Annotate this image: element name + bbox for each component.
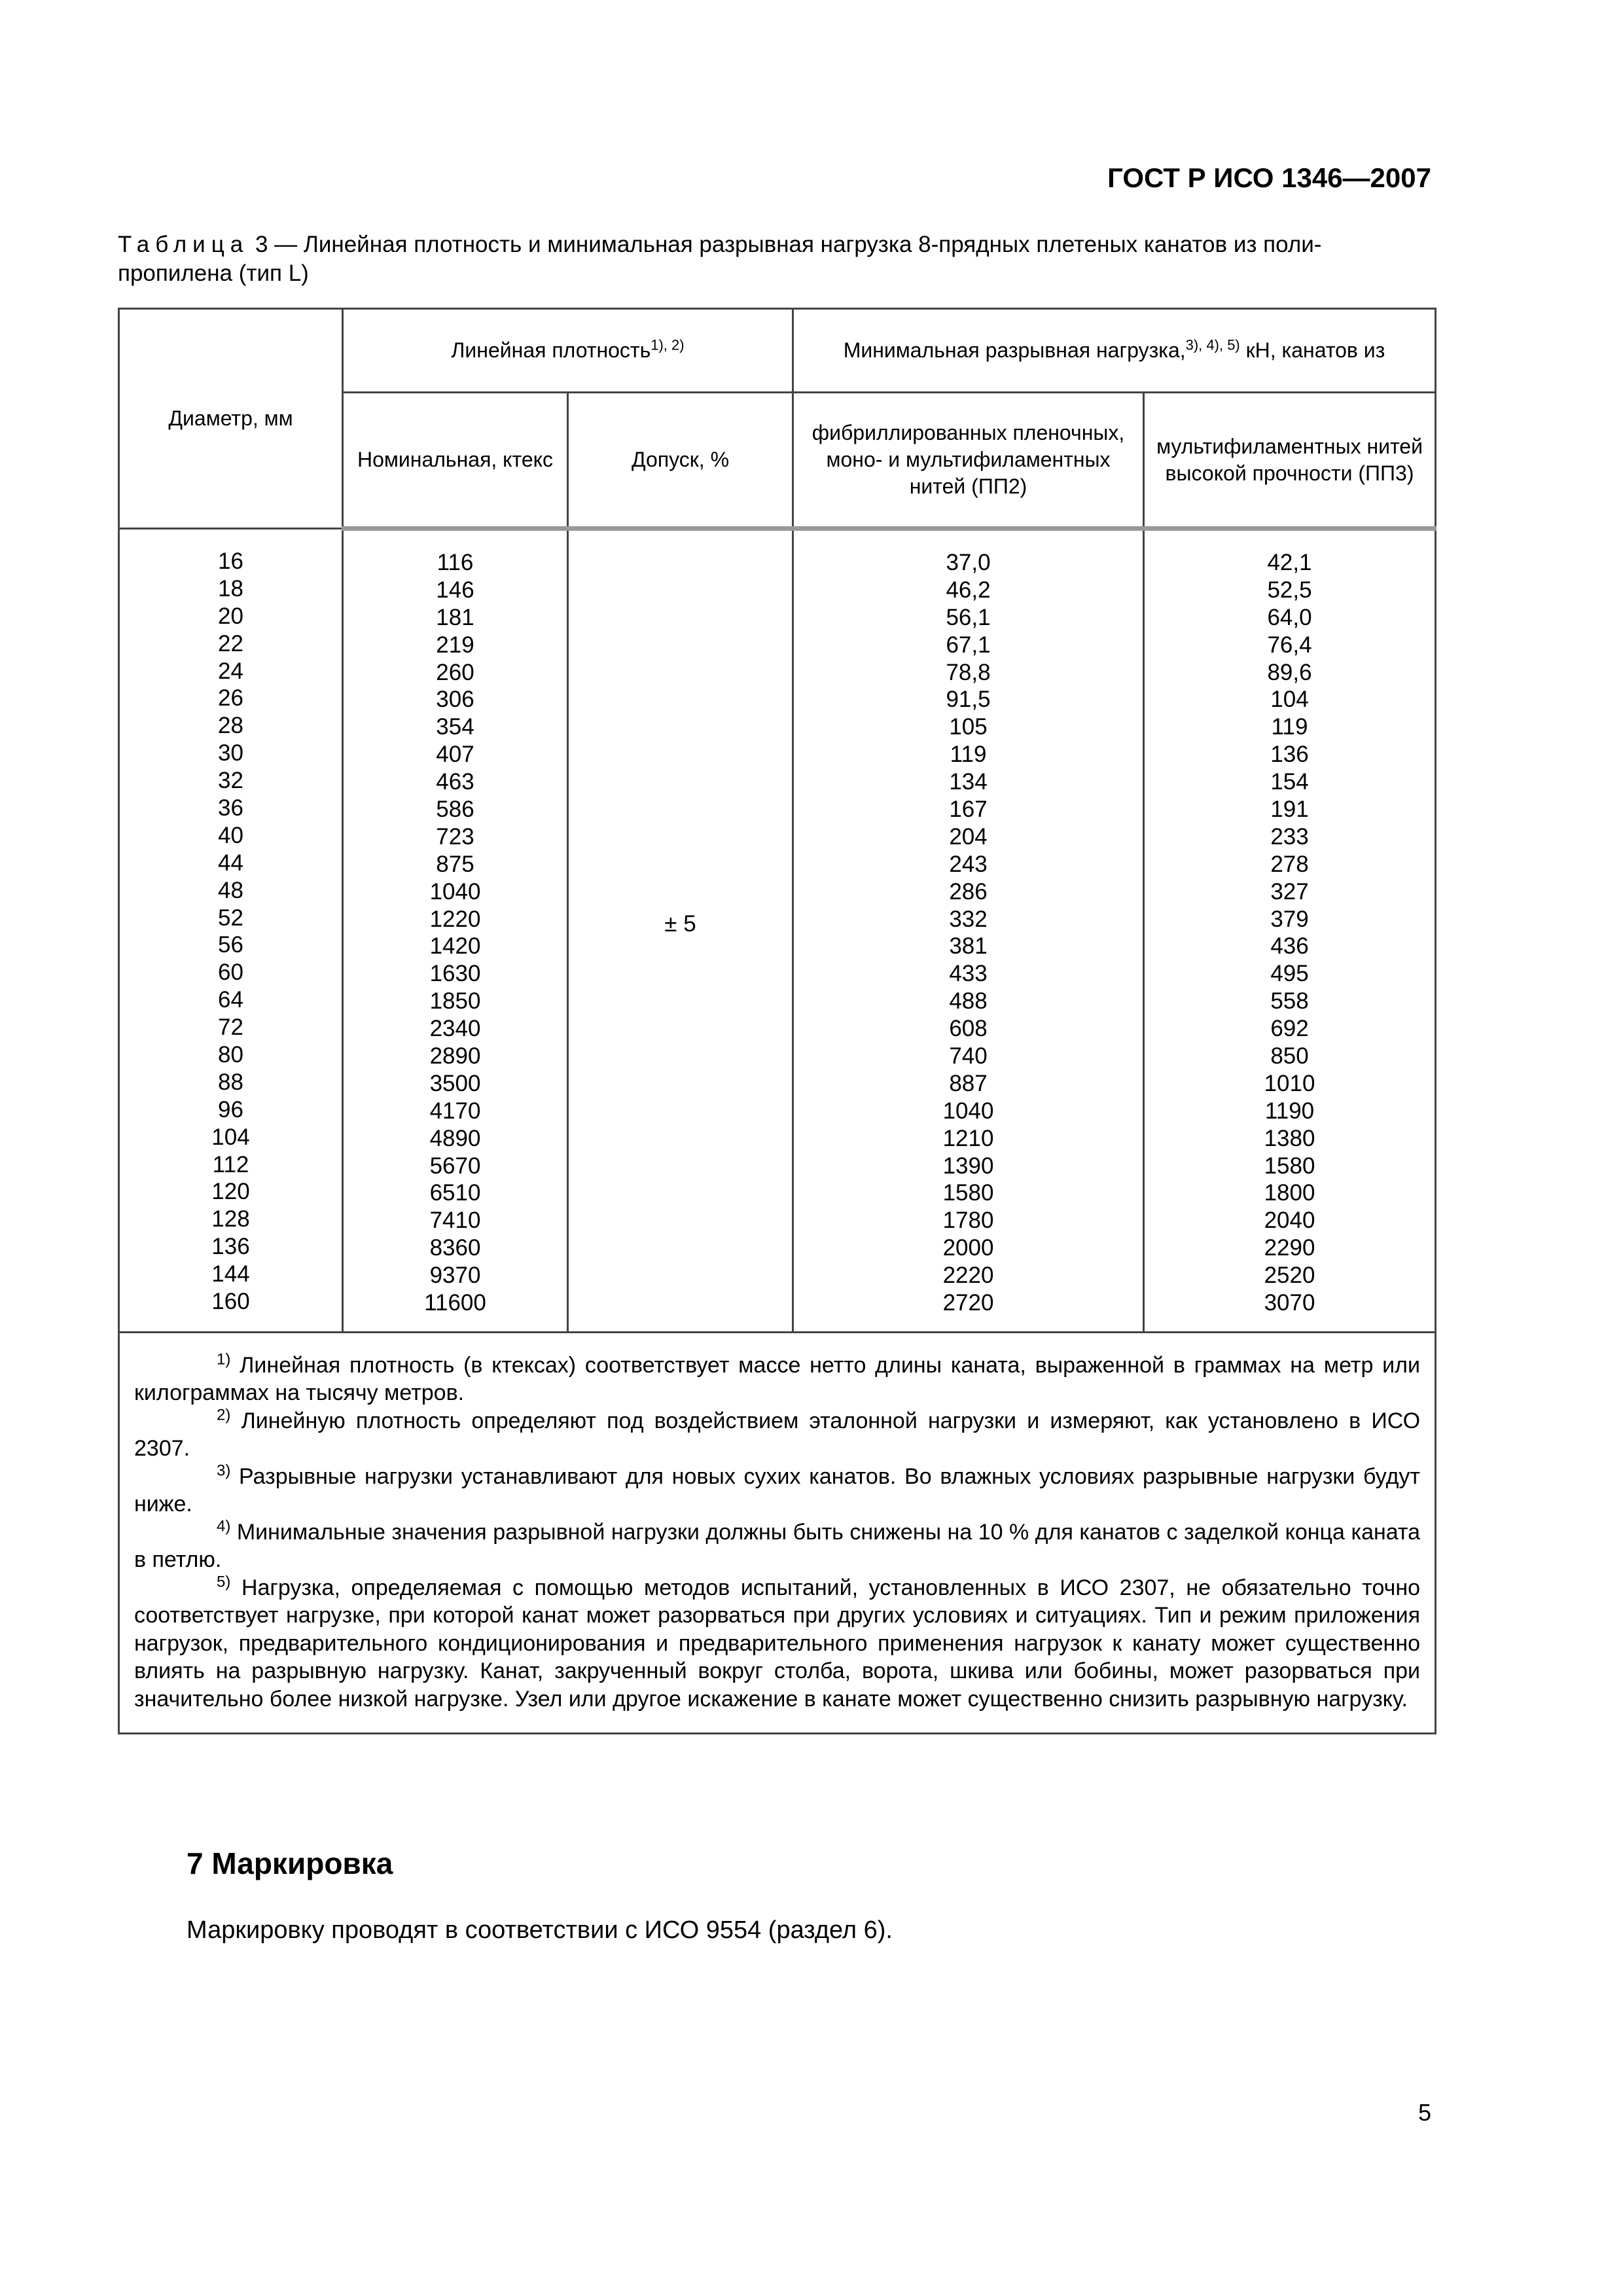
- table-cell-pp2: 37,0: [946, 550, 991, 575]
- table-cell-d: 56: [218, 932, 243, 958]
- table-cell-pp3: 1800: [1264, 1180, 1315, 1206]
- table-cell-pp2: 243: [949, 851, 988, 877]
- table-cell-d: 44: [218, 850, 243, 876]
- footnote-text: Разрывные нагрузки устанавливают для новых сухих канатов. Во влажных условиях разрывные нагрузки будут ниже.: [134, 1463, 1421, 1517]
- table-cell-d: 24: [218, 658, 243, 684]
- table-cell-pp2: 2000: [942, 1235, 994, 1261]
- table-cell-pp2: 105: [949, 714, 988, 740]
- table-cell-pp2: 67,1: [946, 632, 991, 658]
- footnote: [134, 1352, 1420, 1407]
- table-cell-pp2: 56,1: [946, 604, 991, 630]
- table-cell-d: 96: [218, 1096, 243, 1122]
- table-caption-text: 3 — Линейная плотность и минимальная разрывная нагрузка 8-прядных плетеных канатов из поли-пропилена (тип L): [118, 232, 1322, 286]
- page-number: 5: [1418, 2099, 1431, 2126]
- table-cell-nom: 260: [436, 659, 474, 685]
- header-min-breaking-load-refs: 3), 4), 5): [1185, 336, 1240, 353]
- table-cell-nom: 181: [436, 604, 474, 630]
- table-cell-pp2: 1390: [942, 1153, 994, 1179]
- table-cell-pp3: 3070: [1264, 1290, 1315, 1316]
- nominal-column: [343, 529, 568, 1333]
- table-cell-d: 160: [211, 1289, 250, 1315]
- table-cell-nom: 586: [436, 797, 474, 823]
- table-cell-pp3: 104: [1270, 687, 1309, 713]
- table-cell-pp2: 134: [949, 769, 988, 795]
- section-body: Маркировку проводят в соответствии с ИСО 9554 (раздел 6).: [187, 1916, 893, 1944]
- table-cell-pp3: 119: [1271, 714, 1308, 740]
- header-nominal: Номинальная, ктекс: [343, 393, 568, 529]
- table-cell-nom: 6510: [429, 1180, 481, 1206]
- table-cell-d: 64: [218, 987, 243, 1013]
- table-cell-nom: 1420: [429, 933, 481, 960]
- table-cell-pp3: 76,4: [1267, 632, 1312, 658]
- header-linear-density-label: Линейная плотность: [451, 338, 651, 362]
- table-cell-pp2: 204: [949, 823, 988, 850]
- table-cell-pp3: 2040: [1264, 1208, 1315, 1234]
- footnote-text: Линейную плотность определяют под воздействием эталонной нагрузки и измеряют, как установлено в ИСО 2307.: [134, 1408, 1421, 1462]
- table-cell-d: 18: [218, 575, 243, 601]
- table-cell-pp2: 91,5: [946, 687, 991, 713]
- header-pp2: фибриллированных пленочных, моно- и мультифиламентных нитей (ПП2): [793, 393, 1144, 529]
- table-cell-pp2: 78,8: [946, 659, 991, 685]
- table-cell-pp3: 850: [1270, 1043, 1309, 1069]
- table-cell-nom: 5670: [429, 1153, 481, 1179]
- table-cell-pp2: 608: [949, 1016, 988, 1042]
- table-notes: [119, 1332, 1436, 1734]
- pp2-column: [793, 529, 1144, 1333]
- table-cell-pp2: 2720: [942, 1290, 994, 1316]
- footnote-ref: 4): [217, 1517, 231, 1535]
- table-cell-nom: 146: [436, 577, 474, 603]
- pp3-column: [1144, 529, 1436, 1333]
- table-cell-pp2: 381: [949, 933, 988, 960]
- table-cell-d: 88: [218, 1069, 243, 1095]
- table-cell-d: 52: [218, 905, 243, 931]
- footnote-ref: 1): [217, 1350, 231, 1369]
- header-min-breaking-load: [793, 309, 1436, 393]
- table-cell-d: 20: [218, 603, 243, 629]
- table-cell-pp2: 2220: [942, 1263, 994, 1289]
- table-cell-pp3: 1010: [1264, 1070, 1315, 1096]
- table-cell-nom: 4890: [429, 1125, 481, 1151]
- footnote-text: Нагрузка, определяемая с помощью методов испытаний, установленных в ИСО 2307, не обязательно точно соответствует нагрузке, при которой канат может разорваться при других условиях и ситуациях. Тип и режим приложения нагрузок, предварительного кондиционирования и предварительного применения нагрузок к канату может существенно влиять на разрывную нагрузку. Канат, закрученный вокруг столба, ворота, шкива или бобины, может разорваться при значительно более низкой нагрузке. Узел или другое искажение в канате может существенно снизить разрывную нагрузку.: [134, 1575, 1421, 1712]
- table-cell-pp2: 332: [949, 906, 988, 932]
- table-cell-nom: 1850: [429, 988, 481, 1014]
- table-cell-nom: 875: [436, 851, 474, 877]
- table-cell-pp2: 167: [949, 797, 988, 823]
- table-cell-d: 28: [218, 713, 243, 739]
- table-cell-nom: 2340: [429, 1016, 481, 1042]
- table-cell-nom: 1040: [429, 878, 481, 905]
- table-cell-pp2: 1040: [942, 1098, 994, 1124]
- header-linear-density: [343, 309, 793, 393]
- table-cell-d: 80: [218, 1042, 243, 1068]
- table-cell-nom: 1630: [429, 961, 481, 987]
- table-cell-nom: 7410: [429, 1208, 481, 1234]
- table-cell-nom: 723: [436, 823, 474, 850]
- table-cell-d: 104: [211, 1124, 250, 1150]
- table-cell-d: 72: [218, 1014, 243, 1041]
- header-min-breaking-load-pre: Минимальная разрывная нагрузка,: [843, 338, 1186, 362]
- table-cell-d: 36: [218, 795, 243, 821]
- footnote-text: Линейная плотность (в ктексах) соответствует массе нетто длины каната, выраженной в граммах на метр или килограммах на тысячу метров.: [134, 1352, 1421, 1406]
- table-cell-pp3: 278: [1270, 851, 1309, 877]
- table-cell-pp3: 2290: [1264, 1235, 1315, 1261]
- table-cell-nom: 219: [436, 632, 474, 658]
- table-cell-d: 26: [218, 685, 243, 711]
- table-cell-d: 112: [212, 1151, 249, 1177]
- table-cell-nom: 9370: [429, 1263, 481, 1289]
- table-cell-d: 30: [218, 740, 243, 766]
- tolerance-value: ± 5: [568, 529, 793, 1333]
- table-cell-pp3: 89,6: [1267, 659, 1312, 685]
- footnote-ref: 2): [217, 1406, 231, 1424]
- header-tolerance: Допуск, %: [568, 393, 793, 529]
- table-cell-pp2: 433: [949, 961, 988, 987]
- table-cell-pp3: 692: [1270, 1016, 1309, 1042]
- table-cell-pp3: 42,1: [1267, 550, 1312, 575]
- table-cell-d: 128: [211, 1206, 250, 1232]
- table-caption: [118, 230, 1433, 288]
- table-cell-pp2: 1210: [942, 1125, 994, 1151]
- footnote: [134, 1574, 1420, 1713]
- table-cell-d: 144: [211, 1261, 250, 1287]
- table-cell-pp2: 286: [949, 878, 988, 905]
- table-cell-d: 32: [218, 768, 243, 794]
- footnote-ref: 5): [217, 1573, 231, 1591]
- diameter-column: [119, 529, 343, 1333]
- table-cell-pp3: 2520: [1264, 1263, 1315, 1289]
- table-cell-pp2: 740: [949, 1043, 988, 1069]
- header-diameter: [119, 309, 343, 529]
- data-table: [118, 308, 1436, 1734]
- table-cell-nom: 2890: [429, 1043, 481, 1069]
- table-cell-pp2: 119: [950, 742, 987, 768]
- table-cell-nom: 116: [437, 550, 474, 575]
- table-cell-nom: 1220: [429, 906, 481, 932]
- table-cell-nom: 11600: [424, 1290, 486, 1316]
- footnote-ref: 3): [217, 1462, 231, 1480]
- header-pp3: мультифиламентных нитей высокой прочности (ПП3): [1144, 393, 1436, 529]
- table-cell-d: 60: [218, 960, 243, 986]
- table-cell-pp3: 495: [1270, 961, 1309, 987]
- table-cell-pp3: 52,5: [1267, 577, 1312, 603]
- header-diameter-label: Диаметр, мм: [168, 406, 293, 430]
- document-code: ГОСТ Р ИСО 1346—2007: [1107, 162, 1431, 193]
- table-cell-nom: 8360: [429, 1235, 481, 1261]
- table-cell-pp2: 46,2: [946, 577, 991, 603]
- table-cell-pp3: 436: [1270, 933, 1309, 960]
- table-cell-nom: 3500: [429, 1070, 481, 1096]
- footnote: [134, 1463, 1420, 1518]
- table-cell-d: 16: [218, 548, 243, 574]
- table-cell-pp3: 327: [1270, 878, 1309, 905]
- table-cell-pp3: 233: [1270, 823, 1309, 850]
- table-cell-pp3: 1190: [1264, 1098, 1315, 1124]
- footnote-text: Минимальные значения разрывной нагрузки должны быть снижены на 10 % для канатов с заделкой конца каната в петлю.: [134, 1519, 1421, 1573]
- table-cell-nom: 463: [436, 769, 474, 795]
- footnote: [134, 1407, 1420, 1463]
- table-cell-pp2: 887: [949, 1070, 988, 1096]
- table-cell-pp2: 1580: [942, 1180, 994, 1206]
- table-cell-d: 48: [218, 877, 243, 903]
- table-cell-d: 120: [211, 1179, 250, 1205]
- table-cell-d: 136: [211, 1234, 250, 1260]
- table-cell-pp3: 136: [1270, 742, 1309, 768]
- table-cell-d: 22: [218, 630, 243, 656]
- table-cell-pp2: 1780: [942, 1208, 994, 1234]
- footnote: [134, 1518, 1420, 1574]
- table-caption-label: Таблица: [118, 232, 249, 257]
- table-cell-pp2: 488: [949, 988, 988, 1014]
- table-cell-pp3: 1580: [1264, 1153, 1315, 1179]
- table-cell-nom: 407: [436, 742, 474, 768]
- table-cell-nom: 354: [436, 714, 474, 740]
- table-cell-nom: 306: [436, 687, 474, 713]
- header-min-breaking-load-post: кН, канатов из: [1240, 338, 1385, 362]
- section-title: 7 Маркировка: [187, 1846, 393, 1880]
- table-cell-pp3: 64,0: [1267, 604, 1312, 630]
- table-cell-pp3: 1380: [1264, 1125, 1315, 1151]
- table-cell-pp3: 379: [1270, 906, 1309, 932]
- table-cell-d: 40: [218, 822, 243, 848]
- table-cell-nom: 4170: [429, 1098, 481, 1124]
- header-linear-density-refs: 1), 2): [651, 336, 685, 353]
- table-cell-pp3: 191: [1270, 797, 1309, 823]
- table-cell-pp3: 558: [1270, 988, 1309, 1014]
- table-cell-pp3: 154: [1270, 769, 1309, 795]
